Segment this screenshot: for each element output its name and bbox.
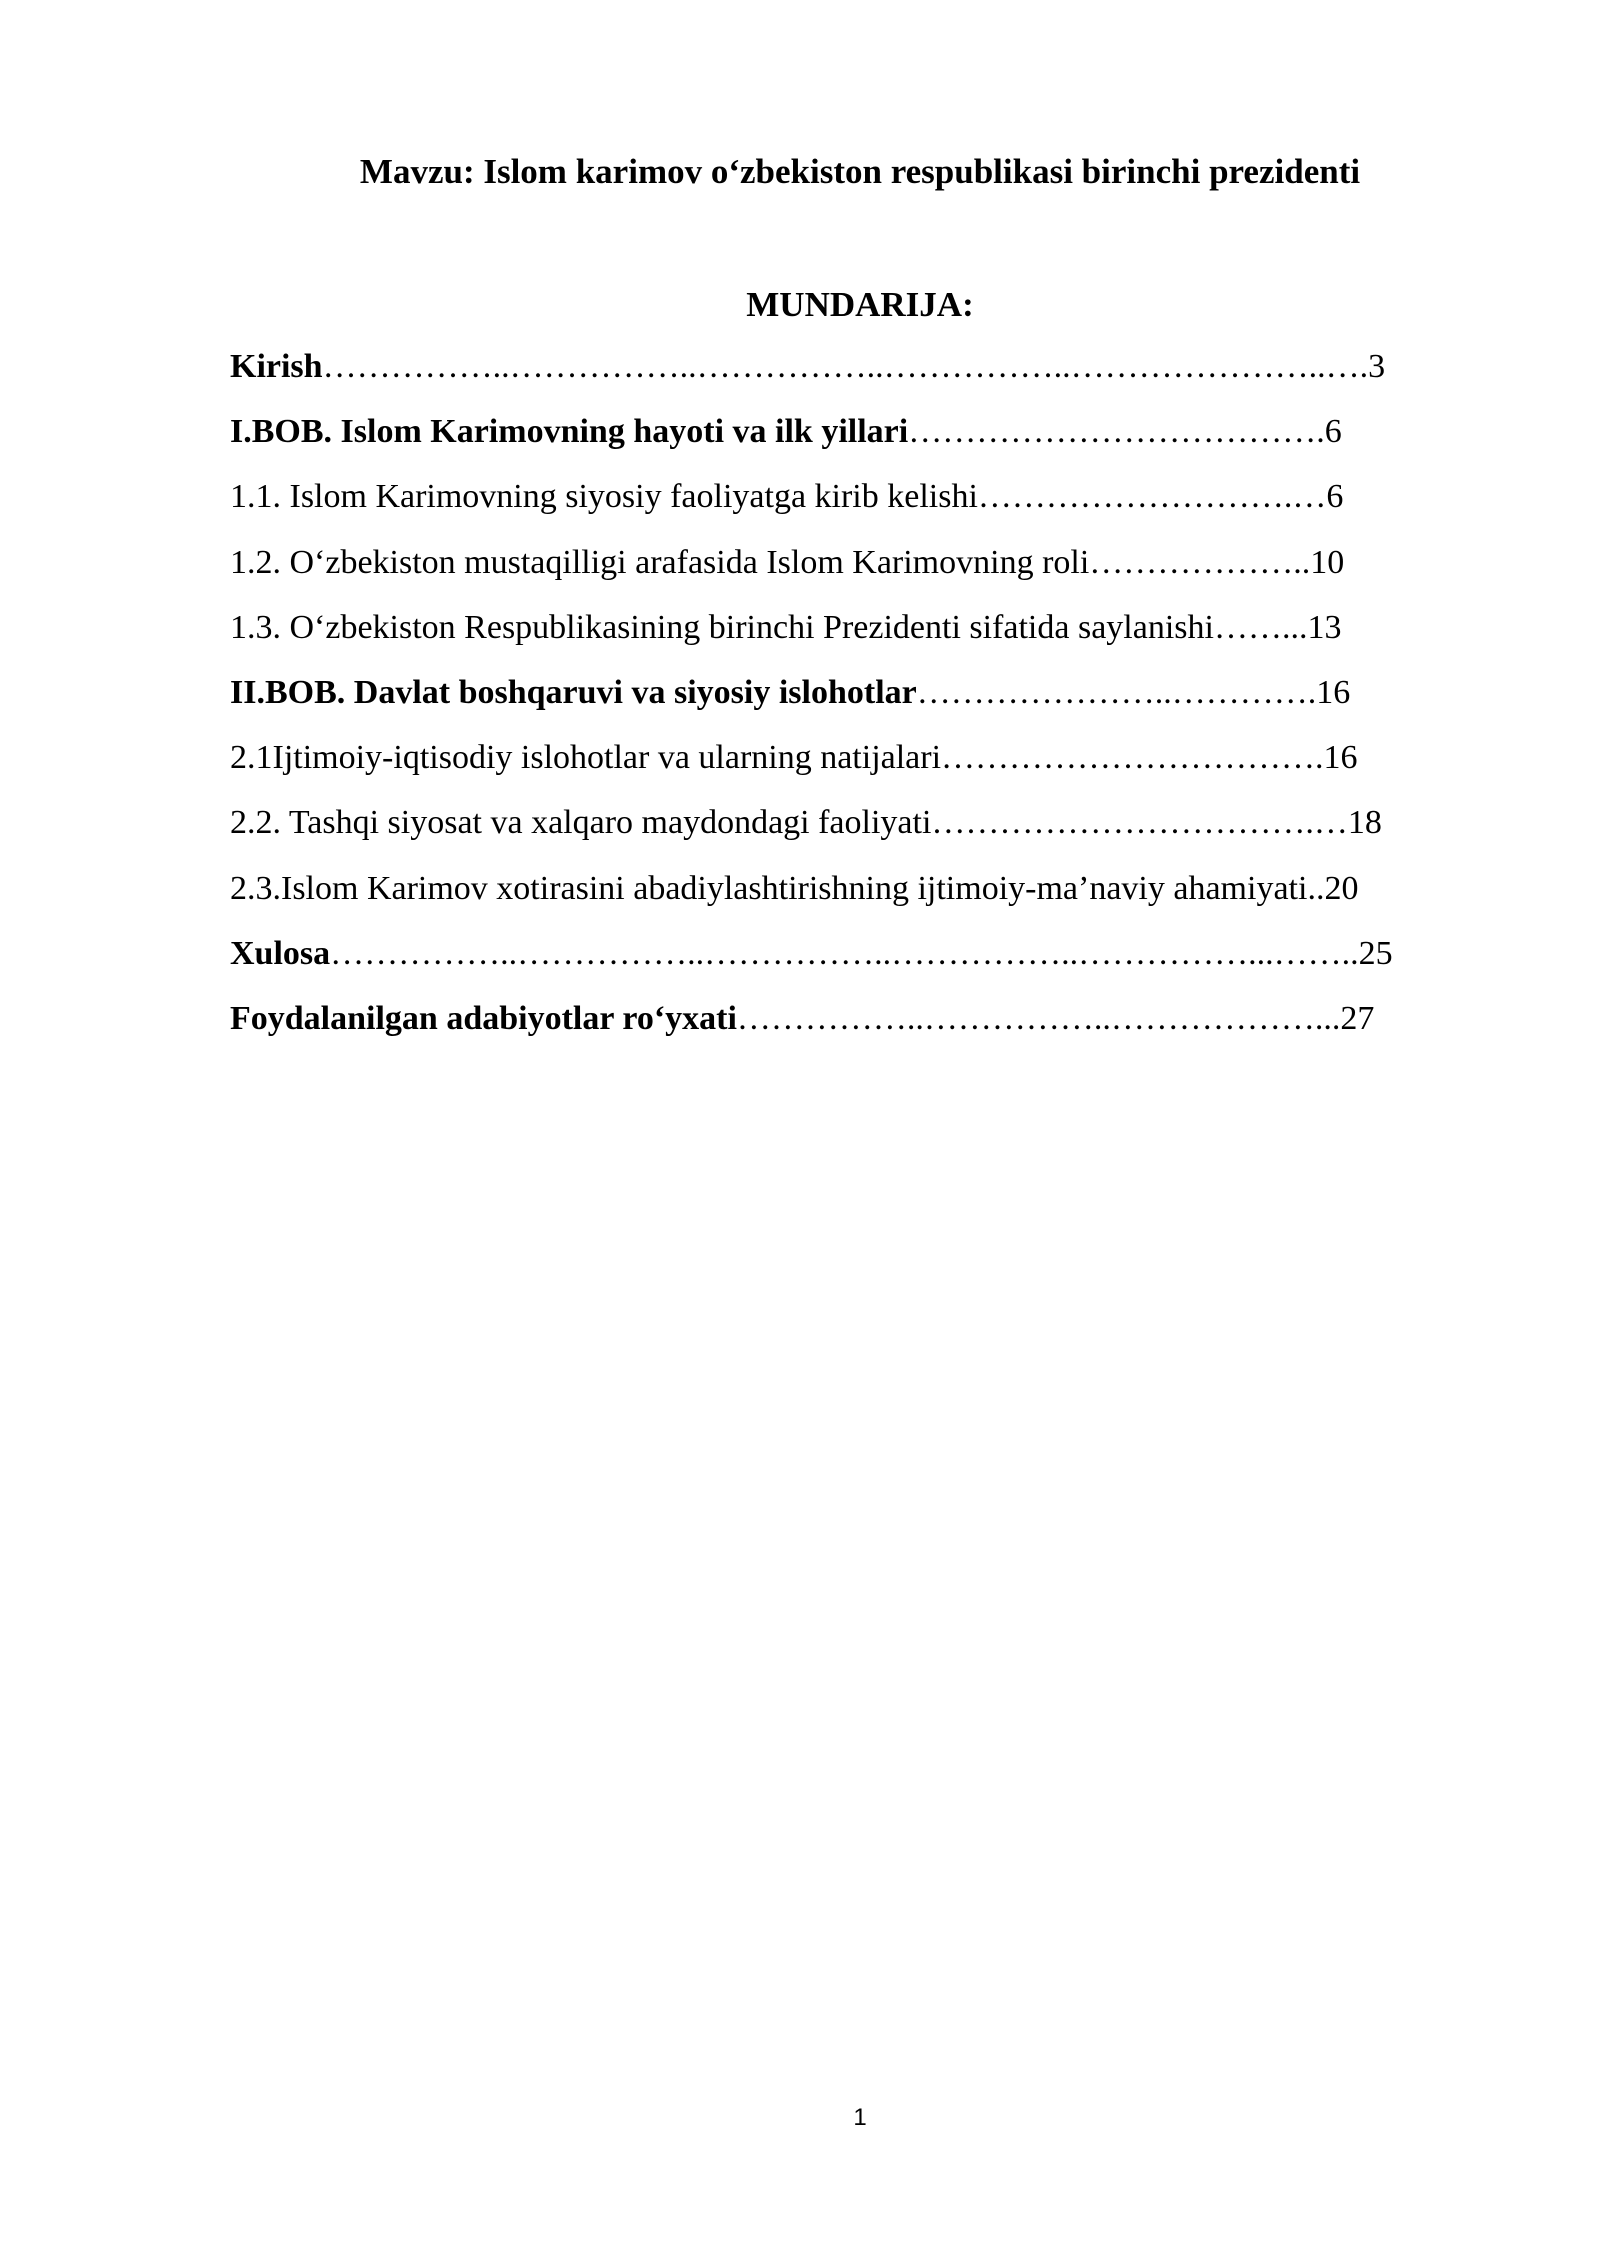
toc-dot-leader: ……………..……………..……………..……………..……………...…….. — [330, 934, 1359, 972]
toc-entry-conclusion — [230, 932, 1530, 997]
toc-page-number: .3 — [1359, 348, 1386, 385]
toc-entry-label: 2.1Ijtimoiy-iqtisodiy islohotlar va ularning natijalari — [230, 739, 942, 777]
toc-entry-section-1-3 — [230, 606, 1530, 671]
toc-page-number: 27 — [1340, 999, 1375, 1037]
toc-entry-label: 1.1. Islom Karimovning siyosiy faoliyatga kirib kelishi — [230, 478, 978, 516]
toc-dot-leader: ……... — [1213, 608, 1308, 646]
toc-dot-leader: .. — [1307, 869, 1325, 907]
toc-page-number: 20 — [1324, 869, 1359, 907]
toc-dot-leader: ……………..……………..………………... — [736, 999, 1341, 1037]
toc-dot-leader: …………………………….… — [931, 804, 1348, 842]
toc-entry-label: 2.2. Tashqi siyosat va xalqaro maydondagi faoliyati — [230, 804, 932, 842]
toc-dot-leader: ……………..……………..……………..……………..…………………..… — [322, 348, 1360, 385]
toc-page-number: 18 — [1347, 804, 1382, 842]
toc-entry-section-1-1 — [230, 475, 1530, 540]
toc-entry-chapter-2 — [230, 671, 1530, 736]
toc-page-number: 6 — [1324, 413, 1342, 451]
toc-entry-introduction — [230, 345, 1530, 410]
toc-dot-leader: ……………….. — [1089, 543, 1311, 581]
toc-dot-leader: …………………..…………. — [916, 673, 1317, 711]
toc-entry-label: 2.3.Islom Karimov xotirasini abadiylashtirishning ijtimoiy-ma’naviy ahamiyati — [230, 869, 1308, 907]
toc-entry-section-2-2 — [230, 801, 1530, 866]
toc-entry-label: I.BOB. Islom Karimovning hayoti va ilk yillari — [230, 413, 909, 451]
toc-page-number: 16 — [1323, 739, 1358, 777]
toc-entry-label: Kirish — [230, 348, 323, 385]
toc-entry-label: II.BOB. Davlat boshqaruvi va siyosiy islohotlar — [230, 673, 917, 711]
toc-entry-label: Foydalanilgan adabiyotlar ro‘yxati — [230, 999, 737, 1037]
toc-entry-label: 1.2. O‘zbekiston mustaqilligi arafasida Islom Karimovning roli — [230, 543, 1090, 581]
toc-entry-references — [230, 997, 1530, 1062]
toc-heading: MUNDARIJA: — [746, 285, 974, 324]
topic-title: Mavzu: Islom karimov o‘zbekiston respublikasi birinchi prezidenti — [359, 152, 1361, 191]
toc-entry-section-1-2 — [230, 541, 1530, 606]
toc-page-number: 6 — [1326, 478, 1344, 516]
toc-page-number: 16 — [1316, 673, 1351, 711]
toc-dot-leader: ………………………………. — [908, 413, 1325, 451]
toc-entry-section-2-3 — [230, 867, 1530, 932]
toc-dot-leader: ……………………………. — [941, 739, 1324, 777]
toc-page-number: 10 — [1310, 543, 1345, 581]
toc-entry-section-2-1 — [230, 736, 1530, 801]
toc-entry-label: Xulosa — [230, 934, 331, 972]
table-of-contents — [230, 345, 1530, 1062]
toc-entry-chapter-1 — [230, 410, 1530, 475]
toc-page-number: 13 — [1307, 608, 1342, 646]
toc-dot-leader: ……………………….… — [977, 478, 1327, 516]
page-number: 1 — [853, 2104, 867, 2131]
toc-page-number: 25 — [1358, 934, 1393, 972]
toc-entry-label: 1.3. O‘zbekiston Respublikasining birinchi Prezidenti sifatida saylanishi — [230, 608, 1214, 646]
